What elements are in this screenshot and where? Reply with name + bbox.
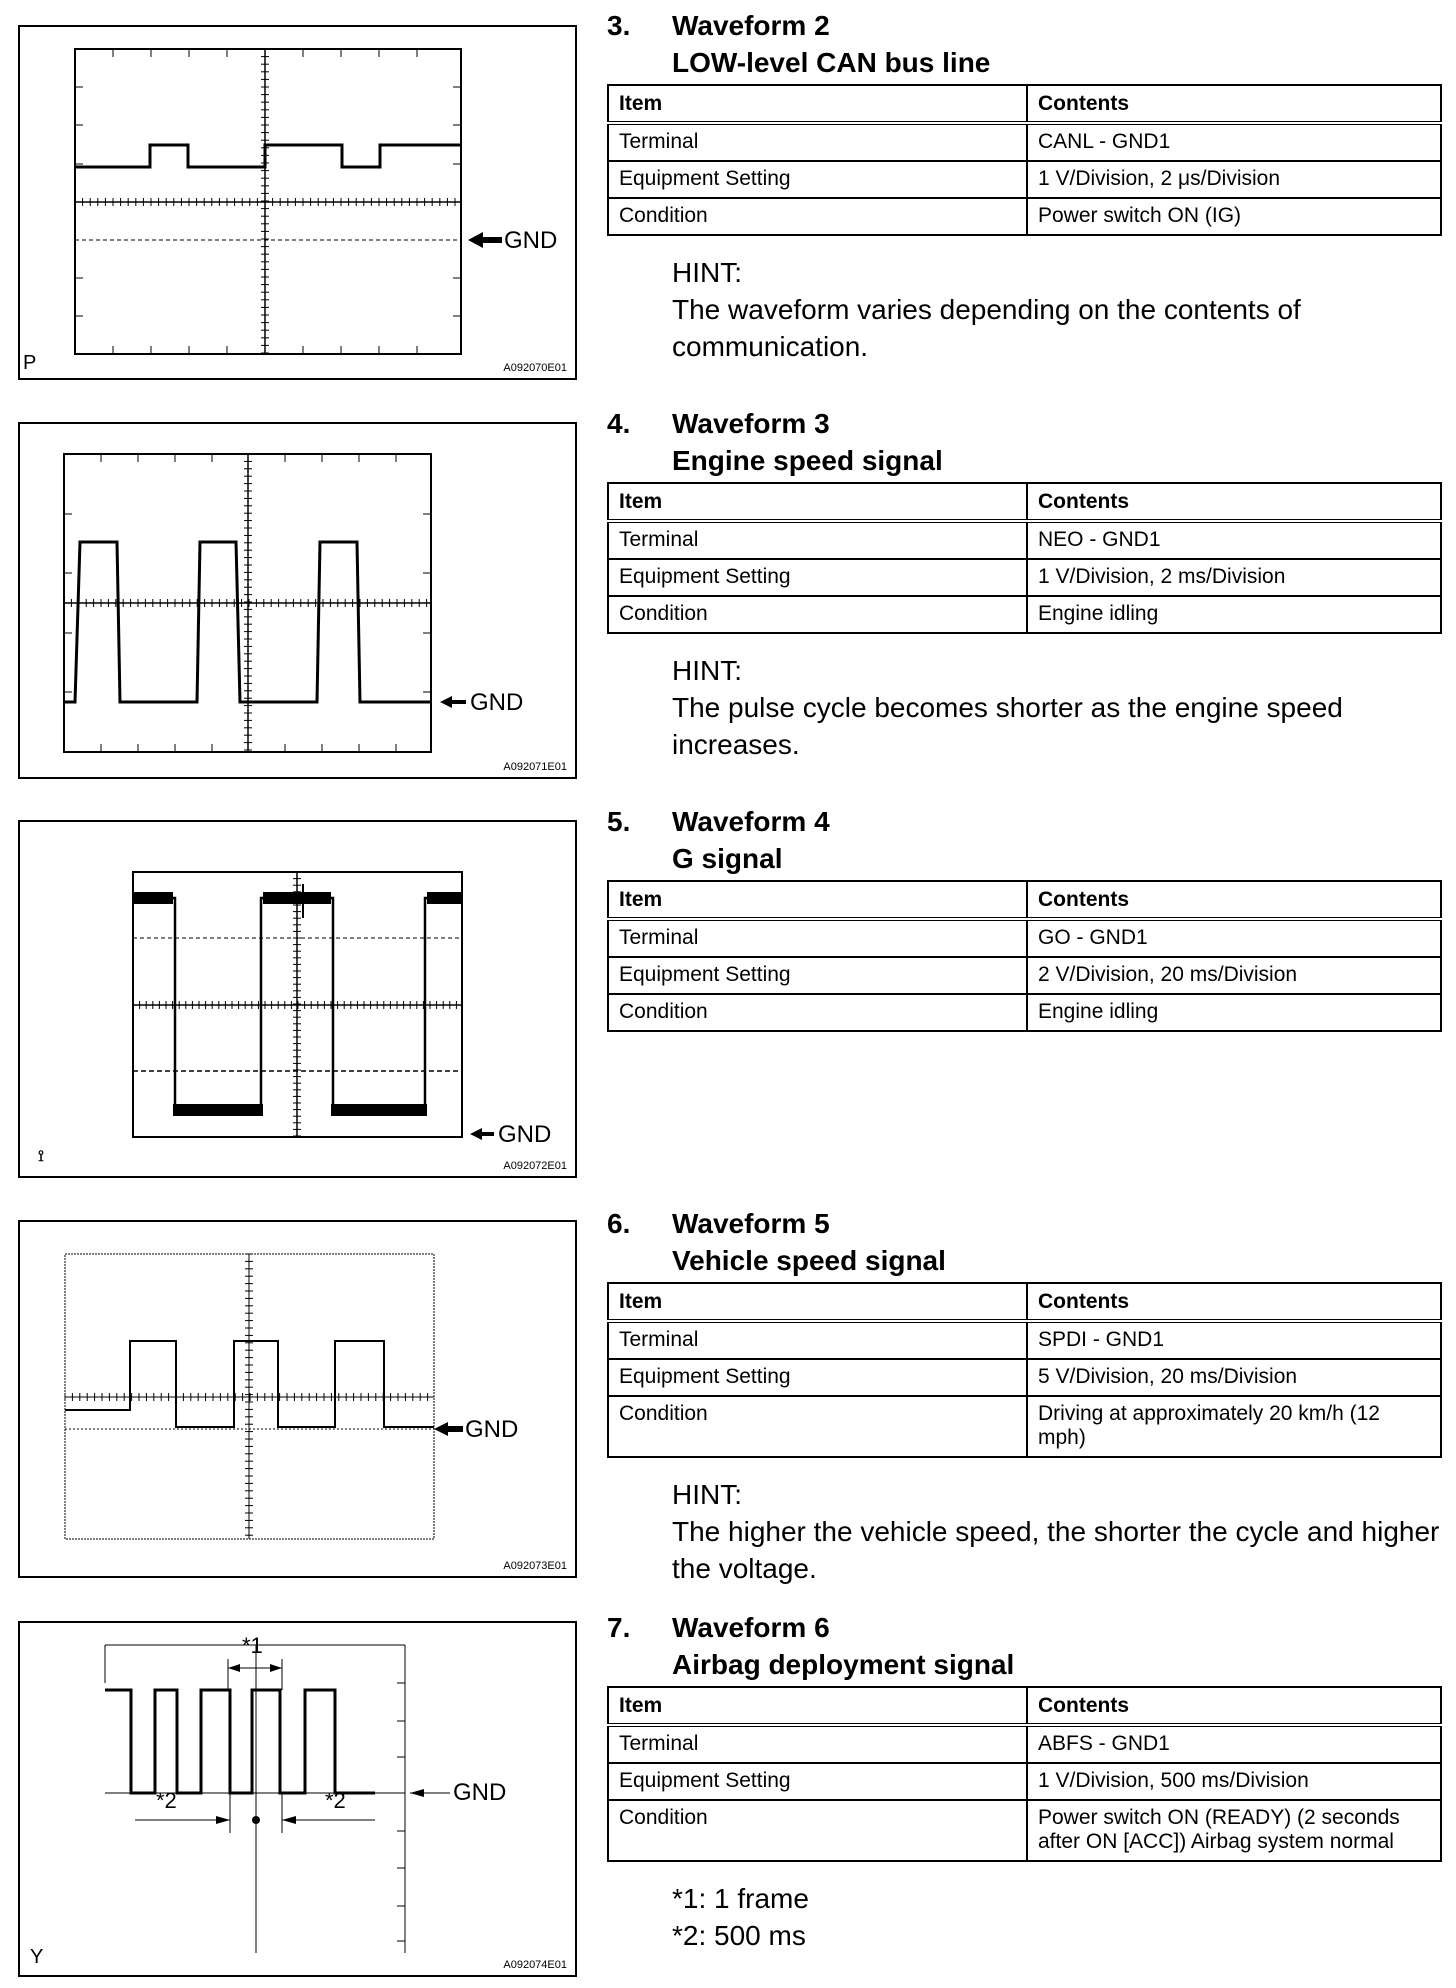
section-number: 3.: [607, 10, 631, 41]
table-row: Terminal GO - GND1: [608, 919, 1441, 957]
settings-table: [607, 482, 1442, 634]
scope-grid: [20, 1222, 575, 1576]
section-subtitle: G signal: [672, 843, 783, 874]
figure-id: A092074E01: [503, 1959, 567, 1971]
figure-waveform-3: [18, 422, 577, 779]
scope-grid: [20, 822, 575, 1176]
figure-waveform-4: [18, 820, 577, 1178]
section-number: 4.: [607, 408, 631, 439]
gnd-label: GND: [453, 1779, 507, 1806]
hint-label: HINT:: [672, 257, 742, 288]
figure-waveform-5: [18, 1220, 577, 1578]
corner-mark: P: [23, 352, 37, 374]
section-subtitle: LOW-level CAN bus line: [672, 47, 991, 78]
section-title: Waveform 2: [672, 10, 830, 41]
settings-table: [607, 84, 1442, 236]
section-number: 5.: [607, 806, 631, 837]
header-contents: Contents: [1027, 483, 1441, 521]
gnd-label: GND: [498, 1121, 552, 1148]
gnd-label: GND: [465, 1416, 519, 1443]
section-number: 6.: [607, 1208, 631, 1239]
section-subtitle: Airbag deployment signal: [672, 1649, 1015, 1680]
header-contents: Contents: [1027, 1687, 1441, 1725]
waveform-trace: [105, 1690, 375, 1793]
section-number: 7.: [607, 1612, 631, 1643]
section-title: Waveform 5: [672, 1208, 830, 1239]
settings-table: [607, 880, 1442, 1032]
period-mark-left: *2: [156, 1788, 177, 1813]
header-contents: Contents: [1027, 1283, 1441, 1321]
header-item: Item: [608, 1687, 1027, 1725]
gnd-arrow-icon: [410, 1789, 424, 1797]
notes-block: [672, 1880, 1442, 1954]
gnd-arrow-icon: [434, 1422, 463, 1436]
table-row: Equipment Setting 1 V/Division, 500 ms/Division: [608, 1763, 1441, 1800]
header-item: Item: [608, 1283, 1027, 1321]
table-row: Condition Engine idling: [608, 994, 1441, 1031]
note-1: *1: 1 frame: [672, 1883, 809, 1914]
hint-text: The higher the vehicle speed, the shorter the cycle and higher the voltage.: [672, 1516, 1440, 1584]
table-row: Equipment Setting 1 V/Division, 2 μs/Division: [608, 161, 1441, 198]
hint-text: The waveform varies depending on the contents of communication.: [672, 294, 1301, 362]
table-row: Terminal SPDI - GND1: [608, 1321, 1441, 1359]
scope-grid: [20, 424, 575, 777]
section-title: Waveform 4: [672, 806, 830, 837]
period-mark-right: *2: [325, 1788, 346, 1813]
section-subtitle: Engine speed signal: [672, 445, 943, 476]
header-contents: Contents: [1027, 881, 1441, 919]
section-subtitle: Vehicle speed signal: [672, 1245, 946, 1276]
table-row: Equipment Setting 1 V/Division, 2 ms/Division: [608, 559, 1441, 596]
hint-label: HINT:: [672, 1479, 742, 1510]
figure-id: A092073E01: [503, 1560, 567, 1572]
corner-mark: Y: [30, 1946, 44, 1968]
gnd-arrow-icon: [468, 232, 502, 248]
section-title: Waveform 6: [672, 1612, 830, 1643]
hint-block: [672, 254, 1442, 365]
table-row: Condition Power switch ON (IG): [608, 198, 1441, 235]
section-waveform-3: [607, 408, 1442, 763]
table-row: Equipment Setting 2 V/Division, 20 ms/Division: [608, 957, 1441, 994]
header-item: Item: [608, 483, 1027, 521]
frame-mark: *1: [242, 1633, 263, 1658]
header-item: Item: [608, 85, 1027, 123]
section-title: Waveform 3: [672, 408, 830, 439]
header-item: Item: [608, 881, 1027, 919]
table-row: Terminal CANL - GND1: [608, 123, 1441, 161]
hint-label: HINT:: [672, 655, 742, 686]
gnd-arrow-icon: [470, 1128, 494, 1140]
figure-id: A092070E01: [503, 362, 567, 374]
gnd-arrow-icon: [440, 696, 466, 708]
table-row: Condition Engine idling: [608, 596, 1441, 633]
corner-mark: ⟟: [38, 1148, 44, 1165]
scope-grid: [20, 27, 575, 378]
hint-block: [672, 1476, 1442, 1587]
settings-table: [607, 1686, 1442, 1862]
figure-waveform-2: [18, 25, 577, 380]
section-waveform-2: [607, 10, 1442, 365]
figure-id: A092072E01: [503, 1160, 567, 1172]
header-contents: Contents: [1027, 85, 1441, 123]
settings-table: [607, 1282, 1442, 1458]
hint-block: [672, 652, 1442, 763]
table-row: Terminal NEO - GND1: [608, 521, 1441, 559]
section-waveform-5: [607, 1208, 1442, 1587]
figure-id: A092071E01: [503, 761, 567, 773]
table-row: Terminal ABFS - GND1: [608, 1725, 1441, 1763]
section-waveform-4: [607, 806, 1442, 1032]
figure-waveform-6: [18, 1621, 577, 1977]
table-row: Condition Power switch ON (READY) (2 seconds after ON [ACC]) Airbag system normal: [608, 1800, 1441, 1861]
gnd-label: GND: [470, 689, 524, 716]
table-row: Equipment Setting 5 V/Division, 20 ms/Division: [608, 1359, 1441, 1396]
section-waveform-6: [607, 1612, 1442, 1954]
note-2: *2: 500 ms: [672, 1920, 806, 1951]
gnd-label: GND: [504, 227, 558, 254]
hint-text: The pulse cycle becomes shorter as the engine speed increases.: [672, 692, 1343, 760]
table-row: Condition Driving at approximately 20 km/h (12 mph): [608, 1396, 1441, 1457]
